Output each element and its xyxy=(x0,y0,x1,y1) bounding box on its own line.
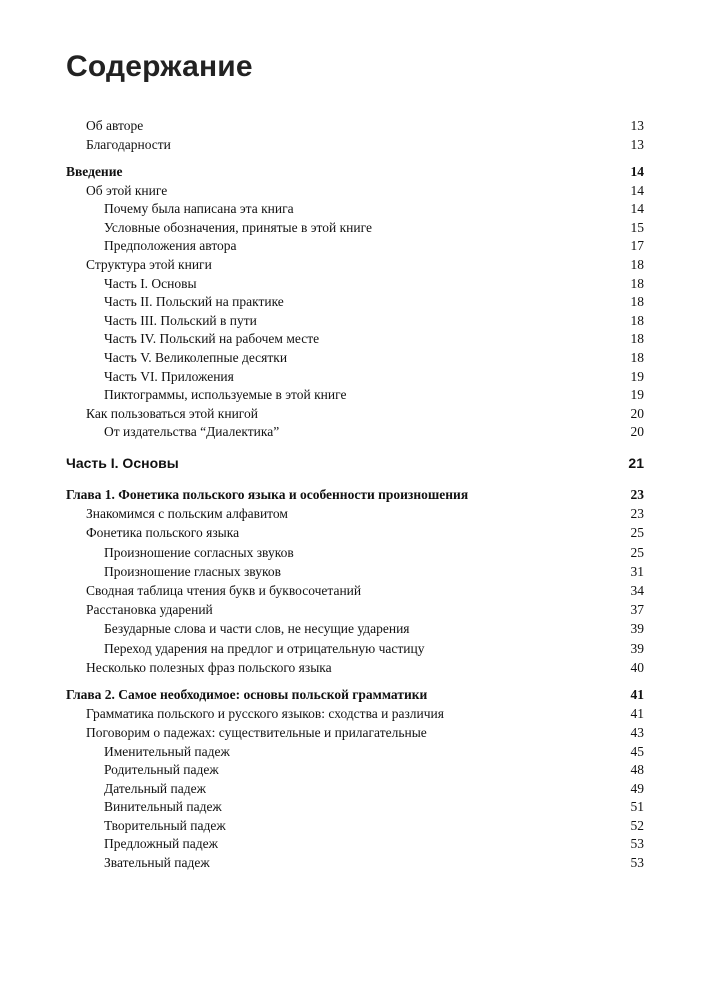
toc-entry[interactable] xyxy=(66,368,644,387)
toc-entry-label: Переход ударения на предлог и отрицательную частицу xyxy=(104,640,425,656)
toc-entry[interactable] xyxy=(66,200,644,219)
toc-entry[interactable] xyxy=(66,780,644,799)
toc-section-introduction[interactable] xyxy=(66,162,644,181)
toc-entry[interactable] xyxy=(66,658,644,677)
table-of-contents xyxy=(66,116,644,873)
toc-entry-label: Часть I. Основы xyxy=(66,454,179,471)
page-title: Содержание xyxy=(66,50,253,83)
toc-entry-page: 18 xyxy=(630,275,644,291)
toc-entry-label: Часть III. Польский в пути xyxy=(104,312,257,328)
toc-entry-page: 14 xyxy=(630,201,644,217)
toc-part-1[interactable] xyxy=(66,454,644,473)
toc-entry-label: Почему была написана эта книга xyxy=(104,201,294,217)
toc-entry-label: Введение xyxy=(66,164,123,180)
toc-entry-label: Дательный падеж xyxy=(104,780,206,796)
toc-entry-page: 48 xyxy=(630,762,644,778)
toc-entry-page: 31 xyxy=(630,563,644,579)
toc-entry[interactable] xyxy=(66,312,644,331)
toc-entry-page: 20 xyxy=(630,424,644,440)
toc-entry-label: Фонетика польского языка xyxy=(86,525,240,541)
toc-entry-label: Родительный падеж xyxy=(104,762,219,778)
toc-entry-label: Произношение гласных звуков xyxy=(104,563,281,579)
toc-entry-page: 14 xyxy=(630,182,644,198)
toc-entry-page: 15 xyxy=(630,219,644,235)
toc-entry[interactable] xyxy=(66,237,644,256)
toc-entry-label: Об авторе xyxy=(86,118,144,133)
toc-entry-label: Винительный падеж xyxy=(104,799,222,815)
toc-entry-label: Сводная таблица чтения букв и буквосочетаний xyxy=(86,583,362,598)
toc-entry-label: Поговорим о падежах: существительные и прилагательные xyxy=(86,725,427,741)
toc-entry-label: Именительный падеж xyxy=(104,743,230,759)
toc-entry-page: 18 xyxy=(630,349,644,365)
toc-entry-page: 52 xyxy=(630,817,644,833)
toc-entry-label: Структура этой книги xyxy=(86,256,212,272)
toc-entry-page: 18 xyxy=(630,256,644,272)
toc-entry-label: Часть IV. Польский на рабочем месте xyxy=(104,331,320,347)
toc-entry[interactable] xyxy=(66,423,644,442)
toc-entry-page: 41 xyxy=(630,686,644,702)
toc-entry[interactable] xyxy=(66,817,644,836)
toc-entry-label: Творительный падеж xyxy=(104,817,226,833)
toc-entry[interactable] xyxy=(66,639,644,658)
toc-entry[interactable] xyxy=(66,349,644,368)
toc-entry-label: Грамматика польского и русского языков: сходства и различия xyxy=(86,706,444,722)
toc-entry-label: Звательный падеж xyxy=(104,855,210,871)
toc-entry-page: 17 xyxy=(630,238,644,254)
toc-entry[interactable] xyxy=(66,704,644,723)
toc-entry-label: Предположения автора xyxy=(104,238,237,254)
toc-entry-label: От издательства “Диалектика” xyxy=(104,424,280,440)
toc-entry[interactable] xyxy=(66,854,644,873)
toc-entry-page: 34 xyxy=(630,583,644,598)
toc-entry-page: 45 xyxy=(630,743,644,759)
toc-entry[interactable] xyxy=(66,562,644,581)
toc-entry[interactable] xyxy=(66,835,644,854)
toc-entry-label: Часть V. Великолепные десятки xyxy=(104,349,288,365)
toc-entry-page: 39 xyxy=(630,640,644,656)
toc-entry-label: Произношение согласных звуков xyxy=(104,544,294,560)
toc-entry[interactable] xyxy=(66,219,644,238)
toc-entry-label: Часть II. Польский на практике xyxy=(104,294,284,310)
toc-entry-page: 18 xyxy=(630,331,644,347)
toc-entry[interactable] xyxy=(66,275,644,294)
toc-entry[interactable] xyxy=(66,619,644,638)
toc-entry-page: 41 xyxy=(630,706,644,722)
toc-entry-label: Безударные слова и части слов, не несущие ударения xyxy=(104,621,410,637)
toc-entry-page: 53 xyxy=(630,855,644,871)
toc-entry-label: Пиктограммы, используемые в этой книге xyxy=(104,387,347,403)
toc-entry-page: 23 xyxy=(630,506,644,522)
toc-entry-page: 13 xyxy=(630,137,644,153)
toc-chapter-2[interactable] xyxy=(66,685,644,704)
toc-entry-page: 14 xyxy=(630,164,644,180)
toc-entry-page: 51 xyxy=(630,799,644,815)
toc-entry-label: Несколько полезных фраз польского языка xyxy=(86,659,332,675)
toc-entry-acknowledgements[interactable] xyxy=(66,135,644,154)
toc-entry[interactable] xyxy=(66,330,644,349)
toc-entry[interactable] xyxy=(66,386,644,405)
toc-entry-page: 18 xyxy=(630,294,644,310)
toc-entry[interactable] xyxy=(66,182,644,201)
toc-entry-label: Об этой книге xyxy=(86,182,168,198)
toc-entry[interactable] xyxy=(66,504,644,523)
toc-entry-page: 21 xyxy=(628,454,644,471)
toc-entry-page: 53 xyxy=(630,836,644,852)
toc-entry-label: Благодарности xyxy=(86,137,171,153)
toc-entry-page: 40 xyxy=(630,659,644,675)
toc-entry-label: Условные обозначения, принятые в этой книге xyxy=(104,219,372,235)
toc-entry[interactable] xyxy=(66,600,644,619)
toc-entry[interactable] xyxy=(66,256,644,275)
toc-entry-page: 25 xyxy=(630,544,644,560)
toc-entry[interactable] xyxy=(66,798,644,817)
toc-entry[interactable] xyxy=(66,723,644,742)
toc-entry-label: Глава 1. Фонетика польского языка и особенности произношения xyxy=(66,487,469,503)
toc-entry-page: 18 xyxy=(630,312,644,328)
toc-entry-label: Часть I. Основы xyxy=(104,275,197,291)
toc-entry-page: 23 xyxy=(630,487,644,503)
toc-entry-page: 19 xyxy=(630,368,644,384)
toc-entry-page: 43 xyxy=(630,725,644,741)
toc-entry[interactable] xyxy=(66,581,644,600)
toc-entry-label: Знакомимся с польским алфавитом xyxy=(86,506,288,522)
toc-entry[interactable] xyxy=(66,523,644,542)
toc-entry-label: Расстановка ударений xyxy=(86,602,213,618)
toc-entry-page: 20 xyxy=(630,405,644,421)
toc-entry-label: Предложный падеж xyxy=(104,836,218,852)
toc-entry-page: 39 xyxy=(630,621,644,637)
toc-entry[interactable] xyxy=(66,761,644,780)
toc-entry-about-author[interactable] xyxy=(66,116,644,135)
toc-entry-page: 25 xyxy=(630,525,644,541)
toc-entry-page: 19 xyxy=(630,387,644,403)
toc-entry-label: Часть VI. Приложения xyxy=(104,368,234,384)
toc-entry[interactable] xyxy=(66,293,644,312)
toc-entry-page: 49 xyxy=(630,780,644,796)
toc-entry[interactable] xyxy=(66,743,644,762)
toc-entry-label: Как пользоваться этой книгой xyxy=(86,405,258,421)
toc-entry[interactable] xyxy=(66,405,644,424)
toc-entry-page: 37 xyxy=(630,602,644,618)
toc-entry-label: Глава 2. Самое необходимое: основы польской грамматики xyxy=(66,686,428,702)
toc-chapter-1[interactable] xyxy=(66,485,644,504)
toc-entry-page: 13 xyxy=(630,118,644,133)
toc-entry[interactable] xyxy=(66,543,644,562)
